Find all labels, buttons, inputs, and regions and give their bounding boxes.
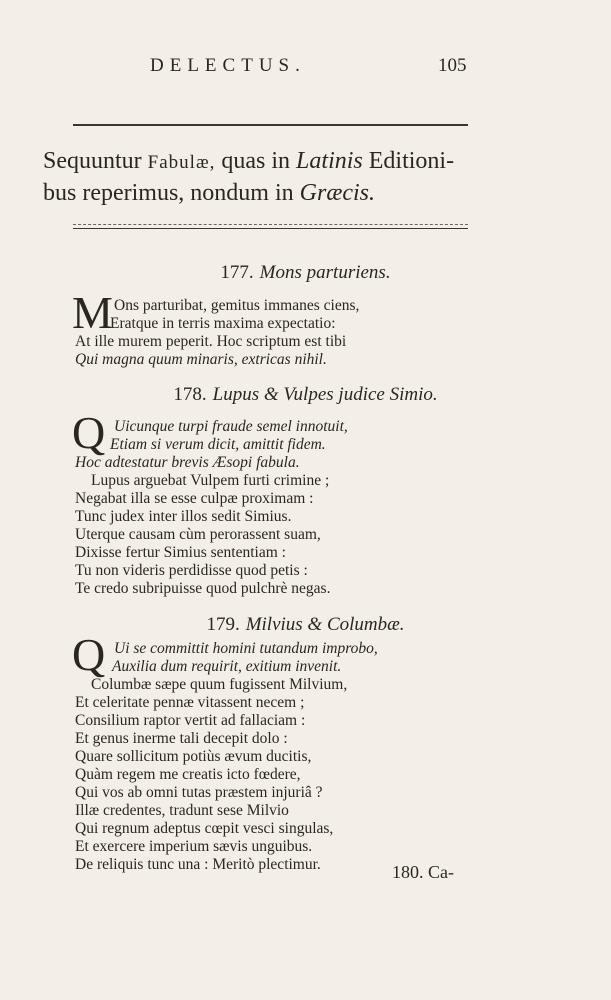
section-divider bbox=[73, 228, 468, 229]
verse-line: Auxilia dum requirit, exitium invenit. bbox=[112, 658, 342, 675]
verse-line: Illæ credentes, tradunt sese Milvio bbox=[75, 802, 289, 819]
verse-line: Ui se committit homini tutandum improbo, bbox=[114, 640, 378, 657]
heading-graecis: Græcis. bbox=[299, 180, 375, 206]
fable-number: 179. bbox=[206, 614, 240, 635]
heading-text: quas in bbox=[215, 148, 297, 174]
verse-line: At ille murem peperit. Hoc scriptum est tibi bbox=[75, 333, 347, 350]
heading-text: Sequuntur bbox=[43, 148, 148, 174]
fable-name: Milvius & Columbæ. bbox=[245, 614, 405, 635]
verse-line: Tunc judex inter illos sedit Simius. bbox=[75, 508, 292, 525]
fable-number: 178. bbox=[173, 384, 207, 405]
section-divider bbox=[73, 224, 468, 225]
fable-name: Mons parturiens. bbox=[259, 262, 391, 283]
heading-text: bus reperimus, nondum in bbox=[43, 180, 300, 206]
page-header bbox=[0, 55, 611, 81]
verse-line: Qui regnum adeptus cœpit vesci singulas, bbox=[75, 820, 334, 837]
verse-line: Quare sollicitum potiùs ævum ducitis, bbox=[75, 748, 312, 765]
heading-latinis: Latinis bbox=[296, 148, 363, 174]
fable-title bbox=[0, 384, 611, 406]
drop-cap: Q bbox=[72, 407, 106, 458]
verse-line: Et celeritate pennæ vitassent necem ; bbox=[75, 694, 305, 711]
verse-line: Negabat illa se esse culpæ proximam : bbox=[75, 490, 314, 507]
verse-line: Uicunque turpi fraude semel innotuit, bbox=[114, 418, 348, 435]
drop-cap: Q bbox=[72, 629, 106, 680]
verse-line: Qui magna quum minaris, extricas nihil. bbox=[75, 351, 327, 368]
fable-name: Lupus & Vulpes judice Simio. bbox=[212, 384, 438, 405]
section-heading bbox=[43, 146, 483, 208]
heading-fabulae: Fabulæ, bbox=[147, 152, 216, 173]
page-number: 105 bbox=[438, 55, 467, 76]
verse-line: Et genus inerme tali decepit dolo : bbox=[75, 730, 288, 747]
verse-line: Qui vos ab omni tutas præstem injuriâ ? bbox=[75, 784, 323, 801]
verse-line: Etiam si verum dicit, amittit fidem. bbox=[110, 436, 326, 453]
verse-line: Dixisse fertur Simius sententiam : bbox=[75, 544, 286, 561]
verse-line: Quàm regem me creatis icto fœdere, bbox=[75, 766, 301, 783]
running-title: DELECTUS. bbox=[150, 55, 306, 76]
verse-line: Tu non videris perdidisse quod petis : bbox=[75, 562, 308, 579]
fable-title bbox=[0, 262, 611, 284]
catchword: 180. Ca- bbox=[392, 862, 454, 882]
verse-line: Eratque in terris maxima expectatio: bbox=[110, 315, 336, 332]
verse-line: Uterque causam cùm perorassent suam, bbox=[75, 526, 321, 543]
verse-line: Columbæ sæpe quum fugissent Milvium, bbox=[91, 676, 348, 693]
verse-line: Hoc adtestatur brevis Æsopi fabula. bbox=[75, 454, 300, 471]
heading-text: Editioni- bbox=[362, 148, 455, 174]
drop-cap: M bbox=[72, 287, 113, 338]
verse-line: Te credo subripuisse quod pulchrè negas. bbox=[75, 580, 331, 597]
verse-line: Ons parturibat, gemitus immanes ciens, bbox=[114, 297, 360, 314]
verse-line: Consilium raptor vertit ad fallaciam : bbox=[75, 712, 306, 729]
header-rule bbox=[73, 124, 468, 126]
verse-line: De reliquis tunc una : Meritò plectimur. bbox=[75, 856, 321, 873]
verse-line: Lupus arguebat Vulpem furti crimine ; bbox=[91, 472, 330, 489]
verse-line: Et exercere imperium sævis unguibus. bbox=[75, 838, 313, 855]
fable-number: 177. bbox=[220, 262, 254, 283]
